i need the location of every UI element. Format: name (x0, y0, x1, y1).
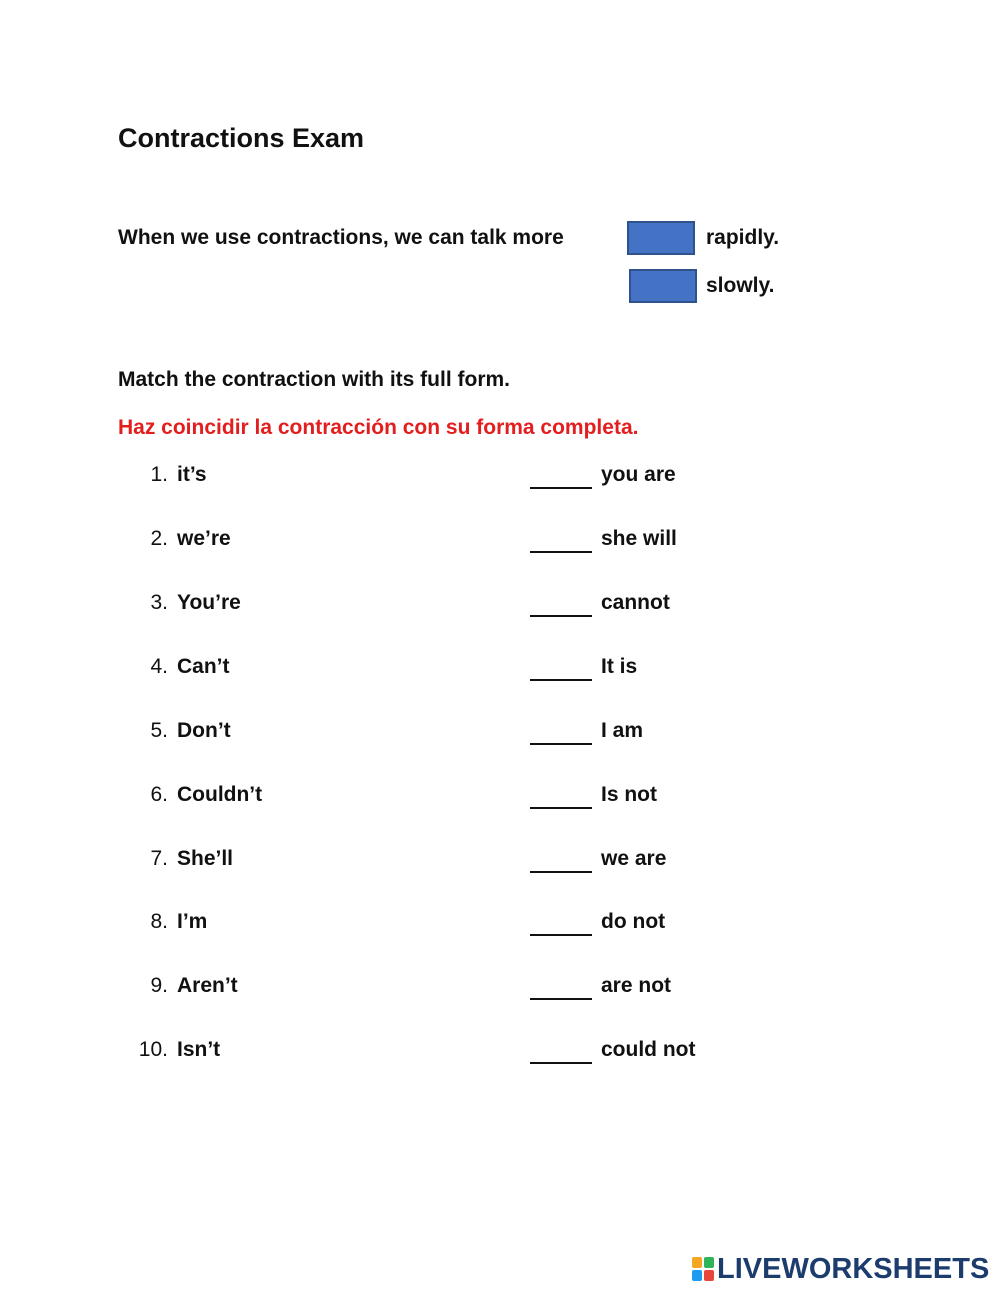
full-form-text: you are (601, 463, 676, 486)
contraction-text: Aren’t (177, 974, 238, 997)
contraction-text: I’m (177, 910, 208, 933)
answer-box-rapidly[interactable] (627, 221, 695, 255)
contraction-text: Couldn’t (177, 783, 263, 806)
matching-row (0, 908, 1000, 938)
item-number: 5. (150, 719, 168, 742)
match-answer-blank[interactable] (530, 972, 592, 1000)
item-number: 7. (150, 847, 168, 870)
full-form-text: could not (601, 1038, 696, 1061)
item-number: 8. (150, 910, 168, 933)
contraction-text: She’ll (177, 847, 234, 870)
contraction-text: it’s (177, 463, 207, 486)
match-answer-blank[interactable] (530, 717, 592, 745)
full-form-text: do not (601, 910, 666, 933)
match-answer-blank[interactable] (530, 653, 592, 681)
instructions-spanish: Haz coincidir la contracción con su forma completa. (118, 416, 639, 439)
full-form-text: I am (601, 719, 644, 742)
match-answer-blank[interactable] (530, 589, 592, 617)
matching-row (0, 781, 1000, 811)
item-number: 2. (150, 527, 168, 550)
matching-row (0, 845, 1000, 875)
item-number: 3. (150, 591, 168, 614)
full-form-text: we are (601, 847, 667, 870)
contraction-text: we’re (177, 527, 231, 550)
full-form-text: Is not (601, 783, 657, 806)
matching-row (0, 525, 1000, 555)
contraction-text: Don’t (177, 719, 231, 742)
question-text: When we use contractions, we can talk more (118, 226, 564, 249)
liveworksheets-brand (692, 1253, 989, 1285)
match-answer-blank[interactable] (530, 781, 592, 809)
match-answer-blank[interactable] (530, 908, 592, 936)
full-form-text: It is (601, 655, 638, 678)
matching-row (0, 461, 1000, 491)
matching-row (0, 1036, 1000, 1066)
match-answer-blank[interactable] (530, 525, 592, 553)
item-number: 9. (150, 974, 168, 997)
liveworksheets-logo-icon (692, 1257, 714, 1281)
item-number: 4. (150, 655, 168, 678)
contraction-text: Can’t (177, 655, 230, 678)
match-answer-blank[interactable] (530, 845, 592, 873)
matching-row (0, 717, 1000, 747)
matching-row (0, 653, 1000, 683)
full-form-text: are not (601, 974, 672, 997)
matching-row (0, 972, 1000, 1002)
option-label-slowly: slowly. (706, 274, 775, 297)
page-title: Contractions Exam (118, 123, 365, 153)
matching-row (0, 589, 1000, 619)
full-form-text: she will (601, 527, 677, 550)
item-number: 6. (150, 783, 168, 806)
answer-box-slowly[interactable] (629, 269, 697, 303)
option-label-rapidly: rapidly. (706, 226, 780, 249)
match-answer-blank[interactable] (530, 1036, 592, 1064)
match-answer-blank[interactable] (530, 461, 592, 489)
brand-name: LIVEWORKSHEETS (717, 1253, 990, 1285)
contraction-text: You’re (177, 591, 241, 614)
item-number: 10. (138, 1038, 168, 1061)
instructions-english: Match the contraction with its full form. (118, 368, 511, 391)
item-number: 1. (150, 463, 168, 486)
contraction-text: Isn’t (177, 1038, 221, 1061)
full-form-text: cannot (601, 591, 670, 614)
